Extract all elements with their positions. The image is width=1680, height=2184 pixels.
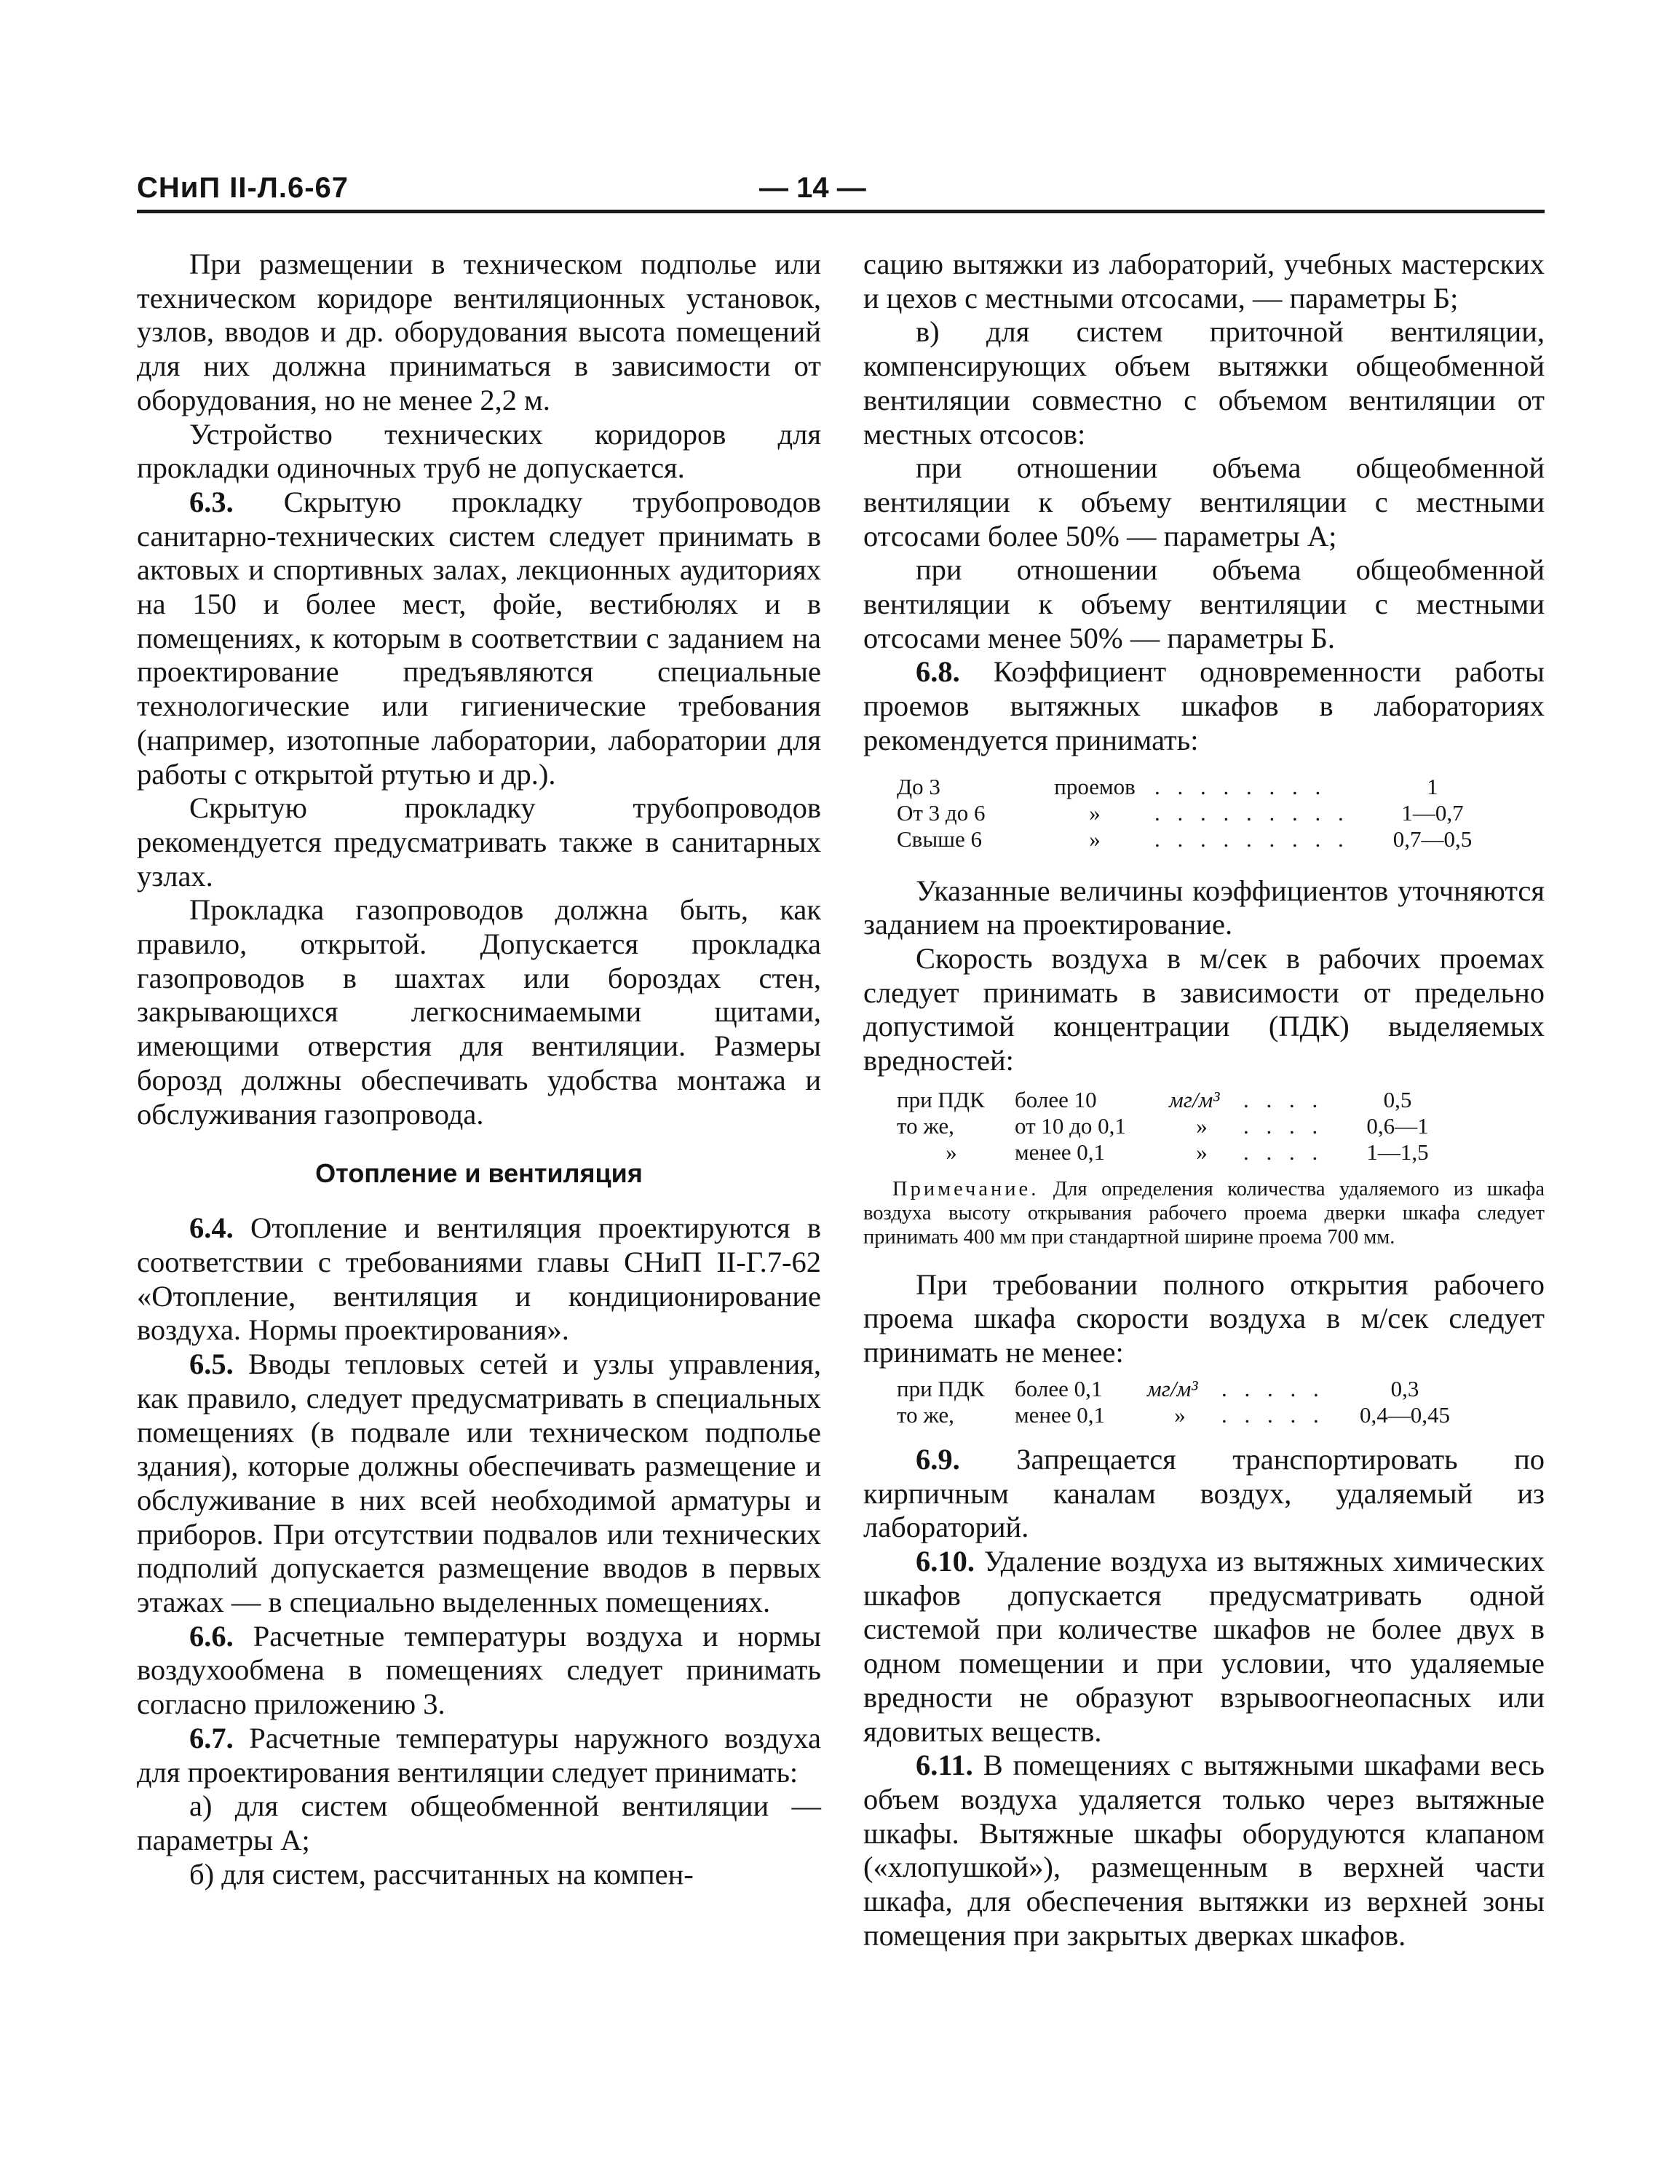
table-cell: . . . . .	[1221, 1375, 1325, 1401]
paragraph-hidden-piping: Скрытую прокладку трубопроводов рекомендуется предусматривать также в санитарных узлах.	[137, 791, 821, 893]
coefficient-table	[892, 774, 1488, 852]
section-title: Отопление и вентиляция	[315, 1158, 643, 1189]
table-row	[892, 826, 1488, 852]
clause-text: Расчетные температуры воздуха и нормы воздухообмена в помещениях следует принимать согласно приложению 3.	[137, 1619, 821, 1721]
table-cell: 1—1,5	[1366, 1139, 1429, 1165]
table-cell: от 10 до 0,1	[1015, 1112, 1126, 1139]
clause-text: Отопление и вентиляция проектируются в соответствии с требованиями главы СНиП II-Г.7-62 «Отопление, вентиляция и кондиционирование воздуха. Нормы проектирования».	[137, 1211, 821, 1347]
note-label: Примечание.	[892, 1177, 1039, 1200]
paragraph-6-9	[863, 1443, 1545, 1545]
paragraph-coef-note: Указанные величины коэффициентов уточняются заданием на проектирование.	[863, 874, 1545, 941]
clause-text: В помещениях с вытяжными шкафами весь объем воздуха удаляется только через вытяжные шкафы. Вытяжные шкафы оборудуются клапаном («хлопушкой»), размещенным в верхней части шкафа, для обеспечения вытяжки из верхней зоны помещения при закрытых дверках шкафов.	[863, 1749, 1545, 1952]
table-cell: До 3	[897, 773, 940, 799]
paragraph-tech-corridors: Устройство технических коридоров для прокладки одиночных труб не допускается.	[137, 417, 821, 485]
paragraph-6-4	[137, 1211, 821, 1348]
table-cell: . . . . . . . . .	[1154, 799, 1350, 826]
table-cell: 1	[1427, 773, 1438, 799]
clause-number: 6.9.	[916, 1442, 960, 1476]
paragraph-6-10	[863, 1545, 1545, 1749]
paragraph-air-speed: Скорость воздуха в м/сек в рабочих проемах следует принимать в зависимости от предельно допустимой концентрации (ПДК) выделяемых вредностей:	[863, 941, 1545, 1077]
table-cell: менее 0,1	[1015, 1139, 1105, 1165]
clause-text: Расчетные температуры наружного воздуха для проектирования вентиляции следует принимать:	[137, 1721, 821, 1789]
paragraph-subfloor-height: При размещении в техническом подполье или техническом коридоре вентиляционных установок, узлов, вводов и др. оборудования высота помещений для них должна приниматься в зависимости от оборудования, но не менее 2,2 м.	[137, 248, 821, 416]
table-row	[892, 1087, 1453, 1113]
air-speed-table	[892, 1087, 1453, 1166]
clause-number: 6.11.	[916, 1749, 973, 1782]
clause-text: Вводы тепловых сетей и узлы управления, как правило, следует предусматривать в специальных помещениях (в подвале или техническом подполье здания), которые должны обеспечивать размещение и обслуживание в них всей необходимой арматуры и приборов. При отсутствии подвалов или технических подполий допускается размещение вводов в первых этажах — в специально выделенных помещениях.	[137, 1348, 821, 1619]
left-column	[137, 248, 821, 1891]
table-cell: более 10	[1015, 1086, 1097, 1112]
table-row	[892, 1376, 1467, 1402]
table-cell: более 0,1	[1015, 1375, 1103, 1401]
table-cell: проемов	[1054, 773, 1136, 799]
clause-number: 6.5.	[189, 1348, 234, 1381]
header-rule	[137, 210, 1545, 213]
clause-number: 6.7.	[189, 1721, 234, 1754]
table-cell: 1—0,7	[1401, 799, 1464, 826]
table-cell: 0,6—1	[1366, 1112, 1429, 1139]
paragraph-ratio-over-50: при отношении объема общеобменной вентиляции к объему вентиляции с местными отсосами более 50% — параметры А;	[863, 451, 1545, 553]
table-cell: »	[1089, 799, 1101, 826]
paragraph-6-3	[137, 486, 821, 791]
paragraph-6-7-a: а) для систем общеобменной вентиляции — параметры А;	[137, 1789, 821, 1856]
clause-text: Запрещается транспортировать по кирпичным каналам воздух, удаляемый из лабораторий.	[863, 1442, 1545, 1544]
clause-number: 6.8.	[916, 655, 960, 689]
table-row	[892, 774, 1488, 800]
paragraph-6-8	[863, 655, 1545, 757]
table-row	[892, 800, 1488, 826]
table-cell: »	[1089, 826, 1101, 852]
table-cell: мг/м³	[1169, 1086, 1220, 1112]
paragraph-ratio-under-50: при отношении объема общеобменной вентиляции к объему вентиляции с местными отсосами менее 50% — параметры Б.	[863, 553, 1545, 654]
table-cell: 0,4—0,45	[1360, 1401, 1450, 1428]
table-cell: то же,	[897, 1401, 954, 1428]
clause-text: Скрытую прокладку трубопроводов санитарно-технических систем следует принимать в актовых и спортивных залах, лекционных аудиториях на 150 и более мест, фойе, вестибюлях и в помещениях, к которым в соответствии с заданием на проектирование предъявляются специальные технологические или гигиенические требования (например, изотопные лаборатории, лаборатории для работы с открытой ртутью и др.).	[137, 485, 821, 791]
clause-number: 6.4.	[189, 1211, 234, 1245]
paragraph-6-7-b: б) для систем, рассчитанных на компен-	[189, 1857, 694, 1891]
table-cell: »	[1196, 1112, 1208, 1139]
paragraph-gas-pipes: Прокладка газопроводов должна быть, как правило, открытой. Допускается прокладка газопроводов в шахтах или бороздах стен, закрывающихся легкоснимаемыми щитами, имеющими отверстия для вентиляции. Размеры борозд должны обеспечивать удобства монтажа и обслуживания газопровода.	[137, 893, 821, 1131]
table-cell: мг/м³	[1147, 1375, 1198, 1401]
table-cell: при ПДК	[897, 1375, 985, 1401]
paragraph-full-opening: При требовании полного открытия рабочего проема шкафа скорости воздуха в м/сек следует принимать не менее:	[863, 1267, 1545, 1369]
table-cell: . . . . . . . . .	[1154, 826, 1350, 852]
table-cell: От 3 до 6	[897, 799, 986, 826]
page-number: — 14 —	[759, 172, 866, 204]
table-cell: при ПДК	[897, 1086, 985, 1112]
table-cell: менее 0,1	[1015, 1401, 1105, 1428]
clause-number: 6.10.	[916, 1544, 975, 1578]
clause-number: 6.3.	[189, 485, 234, 518]
table-cell: . . . .	[1243, 1112, 1324, 1139]
table-cell: »	[1196, 1139, 1208, 1165]
paragraph-6-11	[863, 1749, 1545, 1952]
table-row	[892, 1402, 1467, 1428]
table-cell: »	[1174, 1401, 1186, 1428]
paragraph-6-5	[137, 1348, 821, 1620]
table-cell: то же,	[897, 1112, 954, 1139]
paragraph-6-6	[137, 1620, 821, 1722]
clause-text: Коэффициент одновременности работы проемов вытяжных шкафов в лабораториях рекомендуется принимать:	[863, 655, 1545, 756]
paragraph-6-7-c: в) для систем приточной вентиляции, компенсирующих объем вытяжки общеобменной вентиляции совместно с объемом вентиляции от местных отсосов:	[863, 315, 1545, 451]
clause-text: Удаление воздуха из вытяжных химических шкафов допускается предусматривать одной системой при количестве шкафов не более двух в одном помещении и при условии, что удаляемые вредности не образуют взрывоогнеопасных или ядовитых веществ.	[863, 1544, 1545, 1748]
table-cell: Свыше 6	[897, 826, 983, 852]
paragraph-6-7-b-continued: сацию вытяжки из лабораторий, учебных мастерских и цехов с местными отсосами, — параметры Б;	[863, 248, 1545, 314]
page-header	[137, 172, 1545, 213]
table-row	[892, 1139, 1453, 1166]
clause-number: 6.6.	[189, 1619, 234, 1653]
table-row	[892, 1113, 1453, 1139]
table-cell: . . . . .	[1221, 1401, 1325, 1428]
table-cell: . . . . . . . .	[1154, 773, 1327, 799]
right-column	[863, 248, 1545, 1952]
footnote	[863, 1177, 1545, 1249]
table-cell: »	[946, 1139, 957, 1165]
table-cell: 0,5	[1383, 1086, 1412, 1112]
note-text: Для определения количества удаляемого из шкафа воздуха высоту открывания рабочего проема дверки шкафа следует принимать 400 мм при стандартной ширине проема 700 мм.	[863, 1177, 1545, 1249]
document-code: СНиП II-Л.6-67	[137, 172, 349, 204]
paragraph-6-7	[137, 1722, 821, 1789]
table-cell: . . . .	[1243, 1139, 1324, 1165]
table-cell: . . . .	[1243, 1086, 1324, 1112]
table-cell: 0,7—0,5	[1392, 826, 1473, 852]
full-opening-speed-table	[892, 1376, 1467, 1428]
table-cell: 0,3	[1390, 1375, 1419, 1401]
